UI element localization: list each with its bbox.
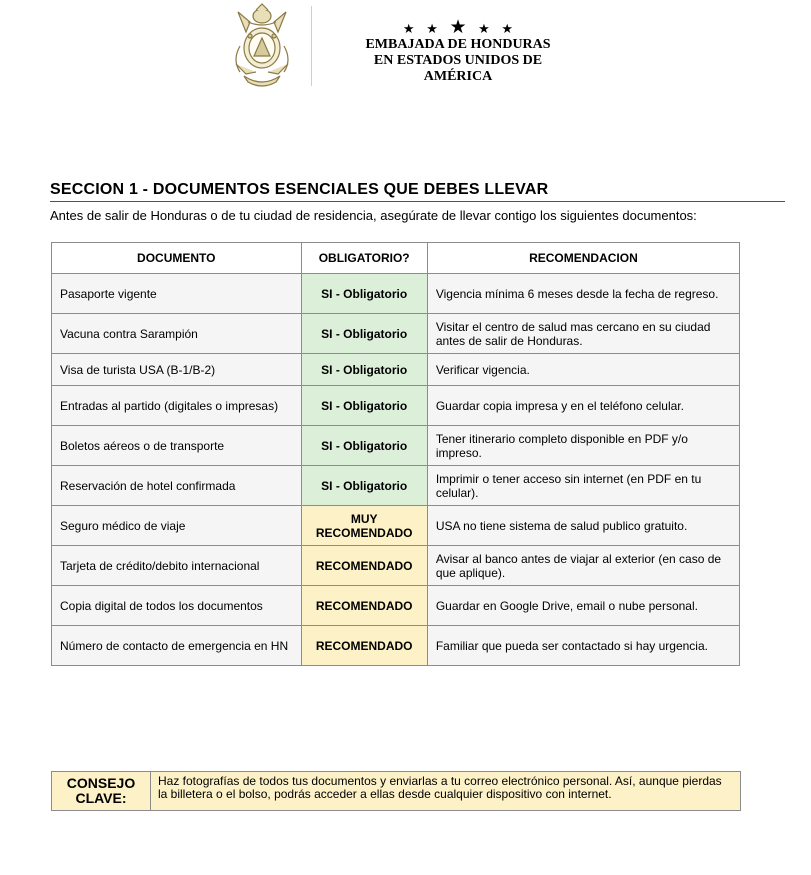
- documento-cell: Pasaporte vigente: [52, 274, 302, 314]
- column-header-obligatorio: OBLIGATORIO?: [301, 243, 427, 274]
- column-header-documento: DOCUMENTO: [52, 243, 302, 274]
- obligatorio-cell: SI - Obligatorio: [301, 426, 427, 466]
- recomendacion-cell: Imprimir o tener acceso sin internet (en PDF en tu celular).: [427, 466, 739, 506]
- tip-label: [52, 772, 151, 810]
- stars-row: [330, 16, 590, 39]
- documento-cell: Visa de turista USA (B-1/B-2): [52, 354, 302, 386]
- obligatorio-cell: RECOMENDADO: [301, 626, 427, 666]
- table-row: [52, 626, 740, 666]
- section-intro: Antes de salir de Honduras o de tu ciudad de residencia, asegúrate de llevar contigo los siguientes documentos:: [50, 208, 697, 223]
- honduras-coat-of-arms-icon: [226, 2, 298, 88]
- recomendacion-cell: Visitar el centro de salud mas cercano en su ciudad antes de salir de Honduras.: [427, 314, 739, 354]
- recomendacion-cell: Guardar copia impresa y en el teléfono celular.: [427, 386, 739, 426]
- section-title: SECCION 1 - DOCUMENTOS ESENCIALES QUE DEBES LLEVAR: [50, 181, 785, 202]
- documento-cell: Entradas al partido (digitales o impresas): [52, 386, 302, 426]
- star-icon: ★: [449, 17, 471, 38]
- table-row: [52, 466, 740, 506]
- obligatorio-cell: MUY RECOMENDADO: [301, 506, 427, 546]
- table-row: [52, 314, 740, 354]
- obligatorio-cell: SI - Obligatorio: [301, 274, 427, 314]
- documento-cell: Reservación de hotel confirmada: [52, 466, 302, 506]
- recomendacion-cell: Familiar que pueda ser contactado si hay urgencia.: [427, 626, 739, 666]
- tip-label-line: CONSEJO: [66, 775, 136, 791]
- obligatorio-cell: SI - Obligatorio: [301, 386, 427, 426]
- documento-cell: Tarjeta de crédito/debito internacional: [52, 546, 302, 586]
- recomendacion-cell: Avisar al banco antes de viajar al exterior (en caso de que aplique).: [427, 546, 739, 586]
- embassy-line: EMBAJADA DE HONDURAS: [365, 37, 551, 52]
- table-row: [52, 386, 740, 426]
- header-divider: [311, 6, 312, 86]
- star-icon: ★: [501, 21, 518, 36]
- star-icon: ★: [426, 21, 442, 36]
- obligatorio-cell: RECOMENDADO: [301, 586, 427, 626]
- table-row: [52, 586, 740, 626]
- letterhead: [0, 0, 811, 110]
- tip-text: Haz fotografías de todos tus documentos y enviarlas a tu correo electrónico personal. Así, aunque pierdas la billetera o el bolso, podrás acceder a ellas desde cualquier dispositivo con internet.: [158, 774, 722, 801]
- documento-cell: Número de contacto de emergencia en HN: [52, 626, 302, 666]
- table-row: [52, 274, 740, 314]
- column-header-recomendacion: RECOMENDACION: [427, 243, 739, 274]
- embassy-name: [318, 37, 598, 85]
- obligatorio-cell: SI - Obligatorio: [301, 466, 427, 506]
- tip-label-line: CLAVE:: [75, 790, 127, 806]
- table-row: [52, 426, 740, 466]
- embassy-line: EN ESTADOS UNIDOS DE: [373, 53, 543, 68]
- recomendacion-cell: Vigencia mínima 6 meses desde la fecha de regreso.: [427, 274, 739, 314]
- recomendacion-cell: USA no tiene sistema de salud publico gratuito.: [427, 506, 739, 546]
- obligatorio-cell: SI - Obligatorio: [301, 314, 427, 354]
- table-row: [52, 506, 740, 546]
- recomendacion-cell: Tener itinerario completo disponible en PDF y/o impreso.: [427, 426, 739, 466]
- recomendacion-cell: Verificar vigencia.: [427, 354, 739, 386]
- documento-cell: Copia digital de todos los documentos: [52, 586, 302, 626]
- recomendacion-cell: Guardar en Google Drive, email o nube personal.: [427, 586, 739, 626]
- key-tip-box: [51, 771, 741, 811]
- documento-cell: Vacuna contra Sarampión: [52, 314, 302, 354]
- table-row: [52, 354, 740, 386]
- table-header-row: [52, 243, 740, 274]
- table-row: [52, 546, 740, 586]
- star-icon: ★: [402, 21, 419, 36]
- obligatorio-cell: SI - Obligatorio: [301, 354, 427, 386]
- embassy-line: AMÉRICA: [423, 69, 493, 84]
- documents-table: [51, 242, 740, 666]
- obligatorio-cell: RECOMENDADO: [301, 546, 427, 586]
- star-icon: ★: [478, 21, 494, 36]
- documento-cell: Seguro médico de viaje: [52, 506, 302, 546]
- documento-cell: Boletos aéreos o de transporte: [52, 426, 302, 466]
